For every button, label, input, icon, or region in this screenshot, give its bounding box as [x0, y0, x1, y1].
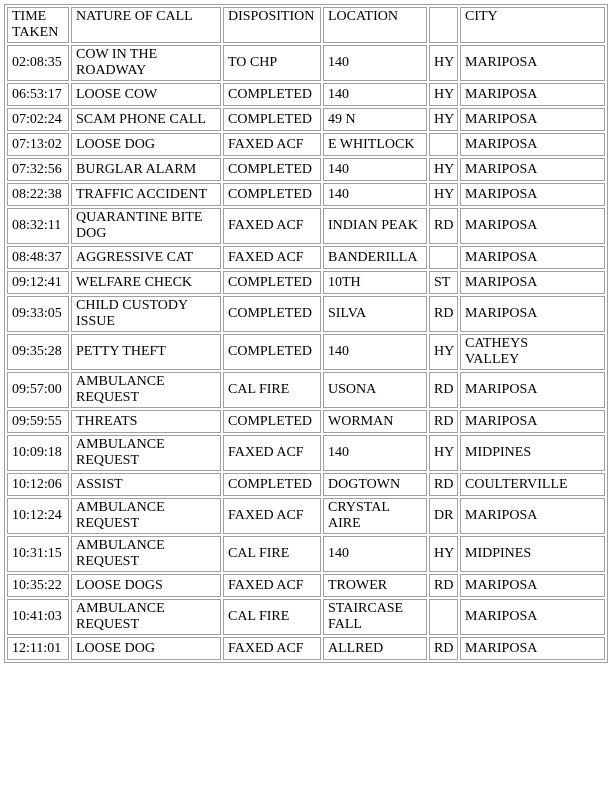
cell-location: BANDERILLA [323, 246, 427, 269]
cell-street-suffix [429, 599, 458, 635]
cell-street-suffix: RD [429, 473, 458, 496]
cell-time-taken: 10:12:24 [7, 498, 69, 534]
cell-city: MARIPOSA [460, 599, 605, 635]
cell-city: MARIPOSA [460, 45, 605, 81]
cell-location: STAIRCASE FALL [323, 599, 427, 635]
cell-location: INDIAN PEAK [323, 208, 427, 244]
cell-disposition: COMPLETED [223, 108, 321, 131]
table-row [7, 296, 605, 332]
table-row [7, 108, 605, 131]
cell-city: MARIPOSA [460, 410, 605, 433]
cell-time-taken: 07:32:56 [7, 158, 69, 181]
cell-disposition: COMPLETED [223, 271, 321, 294]
cell-disposition: FAXED ACF [223, 637, 321, 660]
cell-city: MARIPOSA [460, 208, 605, 244]
cell-disposition: FAXED ACF [223, 574, 321, 597]
cell-street-suffix: RD [429, 410, 458, 433]
cell-disposition: CAL FIRE [223, 536, 321, 572]
cell-city: MARIPOSA [460, 108, 605, 131]
cell-city: MIDPINES [460, 536, 605, 572]
cell-time-taken: 09:59:55 [7, 410, 69, 433]
call-log-table [4, 4, 608, 663]
cell-street-suffix [429, 246, 458, 269]
cell-street-suffix: HY [429, 45, 458, 81]
cell-street-suffix: HY [429, 158, 458, 181]
cell-disposition: COMPLETED [223, 410, 321, 433]
cell-disposition: CAL FIRE [223, 599, 321, 635]
cell-location: 140 [323, 83, 427, 106]
cell-city: COULTERVILLE [460, 473, 605, 496]
cell-nature-of-call: QUARANTINE BITE DOG [71, 208, 221, 244]
table-row [7, 637, 605, 660]
cell-time-taken: 10:31:15 [7, 536, 69, 572]
table-row [7, 83, 605, 106]
cell-time-taken: 09:35:28 [7, 334, 69, 370]
cell-location: 140 [323, 45, 427, 81]
cell-street-suffix: RD [429, 208, 458, 244]
cell-street-suffix: HY [429, 108, 458, 131]
table-row [7, 45, 605, 81]
table-row [7, 574, 605, 597]
call-log-body [7, 45, 605, 660]
cell-nature-of-call: AMBULANCE REQUEST [71, 536, 221, 572]
cell-disposition: FAXED ACF [223, 246, 321, 269]
cell-location: 10TH [323, 271, 427, 294]
cell-location: 140 [323, 435, 427, 471]
cell-nature-of-call: LOOSE COW [71, 83, 221, 106]
cell-street-suffix: RD [429, 296, 458, 332]
cell-street-suffix: RD [429, 372, 458, 408]
cell-location: 140 [323, 183, 427, 206]
table-row [7, 133, 605, 156]
cell-disposition: COMPLETED [223, 334, 321, 370]
cell-time-taken: 08:32:11 [7, 208, 69, 244]
cell-street-suffix: HY [429, 183, 458, 206]
cell-disposition: FAXED ACF [223, 435, 321, 471]
cell-street-suffix: RD [429, 574, 458, 597]
cell-location: 49 N [323, 108, 427, 131]
table-row [7, 372, 605, 408]
cell-disposition: FAXED ACF [223, 498, 321, 534]
cell-nature-of-call: AMBULANCE REQUEST [71, 599, 221, 635]
cell-disposition: COMPLETED [223, 296, 321, 332]
table-row [7, 334, 605, 370]
cell-city: MARIPOSA [460, 574, 605, 597]
cell-time-taken: 09:12:41 [7, 271, 69, 294]
cell-location: E WHITLOCK [323, 133, 427, 156]
cell-city: MARIPOSA [460, 246, 605, 269]
cell-nature-of-call: AMBULANCE REQUEST [71, 498, 221, 534]
header-street-suffix [429, 7, 458, 43]
cell-disposition: COMPLETED [223, 473, 321, 496]
cell-city: MIDPINES [460, 435, 605, 471]
cell-city: MARIPOSA [460, 296, 605, 332]
cell-time-taken: 12:11:01 [7, 637, 69, 660]
cell-time-taken: 07:13:02 [7, 133, 69, 156]
header-city: CITY [460, 7, 605, 43]
cell-location: TROWER [323, 574, 427, 597]
cell-time-taken: 06:53:17 [7, 83, 69, 106]
header-location: LOCATION [323, 7, 427, 43]
cell-time-taken: 09:33:05 [7, 296, 69, 332]
cell-city: MARIPOSA [460, 498, 605, 534]
table-row [7, 536, 605, 572]
cell-time-taken: 10:09:18 [7, 435, 69, 471]
cell-time-taken: 09:57:00 [7, 372, 69, 408]
cell-disposition: CAL FIRE [223, 372, 321, 408]
cell-nature-of-call: CHILD CUSTODY ISSUE [71, 296, 221, 332]
cell-location: CRYSTAL AIRE [323, 498, 427, 534]
cell-nature-of-call: SCAM PHONE CALL [71, 108, 221, 131]
cell-street-suffix [429, 133, 458, 156]
table-row [7, 599, 605, 635]
cell-city: MARIPOSA [460, 372, 605, 408]
cell-nature-of-call: LOOSE DOG [71, 637, 221, 660]
cell-disposition: COMPLETED [223, 83, 321, 106]
cell-time-taken: 10:35:22 [7, 574, 69, 597]
cell-location: 140 [323, 334, 427, 370]
header-time-taken: TIME TAKEN [7, 7, 69, 43]
cell-disposition: FAXED ACF [223, 208, 321, 244]
cell-nature-of-call: BURGLAR ALARM [71, 158, 221, 181]
cell-location: 140 [323, 158, 427, 181]
table-row [7, 183, 605, 206]
cell-nature-of-call: PETTY THEFT [71, 334, 221, 370]
cell-nature-of-call: WELFARE CHECK [71, 271, 221, 294]
table-row [7, 435, 605, 471]
cell-disposition: COMPLETED [223, 158, 321, 181]
table-row [7, 271, 605, 294]
cell-location: ALLRED [323, 637, 427, 660]
cell-location: DOGTOWN [323, 473, 427, 496]
cell-city: MARIPOSA [460, 158, 605, 181]
header-nature-of-call: NATURE OF CALL [71, 7, 221, 43]
cell-disposition: COMPLETED [223, 183, 321, 206]
table-row [7, 246, 605, 269]
cell-street-suffix: ST [429, 271, 458, 294]
cell-nature-of-call: LOOSE DOG [71, 133, 221, 156]
cell-nature-of-call: AMBULANCE REQUEST [71, 435, 221, 471]
cell-time-taken: 10:12:06 [7, 473, 69, 496]
cell-city: MARIPOSA [460, 183, 605, 206]
cell-city: MARIPOSA [460, 133, 605, 156]
table-row [7, 208, 605, 244]
cell-street-suffix: RD [429, 637, 458, 660]
cell-location: 140 [323, 536, 427, 572]
header-disposition: DISPOSITION [223, 7, 321, 43]
cell-time-taken: 08:48:37 [7, 246, 69, 269]
cell-nature-of-call: THREATS [71, 410, 221, 433]
table-row [7, 158, 605, 181]
cell-location: WORMAN [323, 410, 427, 433]
table-row [7, 473, 605, 496]
cell-nature-of-call: TRAFFIC ACCIDENT [71, 183, 221, 206]
cell-city: CATHEYS VALLEY [460, 334, 605, 370]
cell-street-suffix: DR [429, 498, 458, 534]
cell-street-suffix: HY [429, 334, 458, 370]
cell-time-taken: 10:41:03 [7, 599, 69, 635]
cell-nature-of-call: COW IN THE ROADWAY [71, 45, 221, 81]
cell-nature-of-call: AGGRESSIVE CAT [71, 246, 221, 269]
cell-nature-of-call: LOOSE DOGS [71, 574, 221, 597]
cell-city: MARIPOSA [460, 637, 605, 660]
cell-street-suffix: HY [429, 435, 458, 471]
table-row [7, 498, 605, 534]
header-row [7, 7, 605, 43]
cell-nature-of-call: ASSIST [71, 473, 221, 496]
cell-city: MARIPOSA [460, 83, 605, 106]
cell-time-taken: 07:02:24 [7, 108, 69, 131]
cell-disposition: FAXED ACF [223, 133, 321, 156]
cell-street-suffix: HY [429, 536, 458, 572]
cell-nature-of-call: AMBULANCE REQUEST [71, 372, 221, 408]
cell-disposition: TO CHP [223, 45, 321, 81]
cell-street-suffix: HY [429, 83, 458, 106]
cell-city: MARIPOSA [460, 271, 605, 294]
cell-time-taken: 08:22:38 [7, 183, 69, 206]
cell-location: SILVA [323, 296, 427, 332]
table-row [7, 410, 605, 433]
cell-time-taken: 02:08:35 [7, 45, 69, 81]
cell-location: USONA [323, 372, 427, 408]
